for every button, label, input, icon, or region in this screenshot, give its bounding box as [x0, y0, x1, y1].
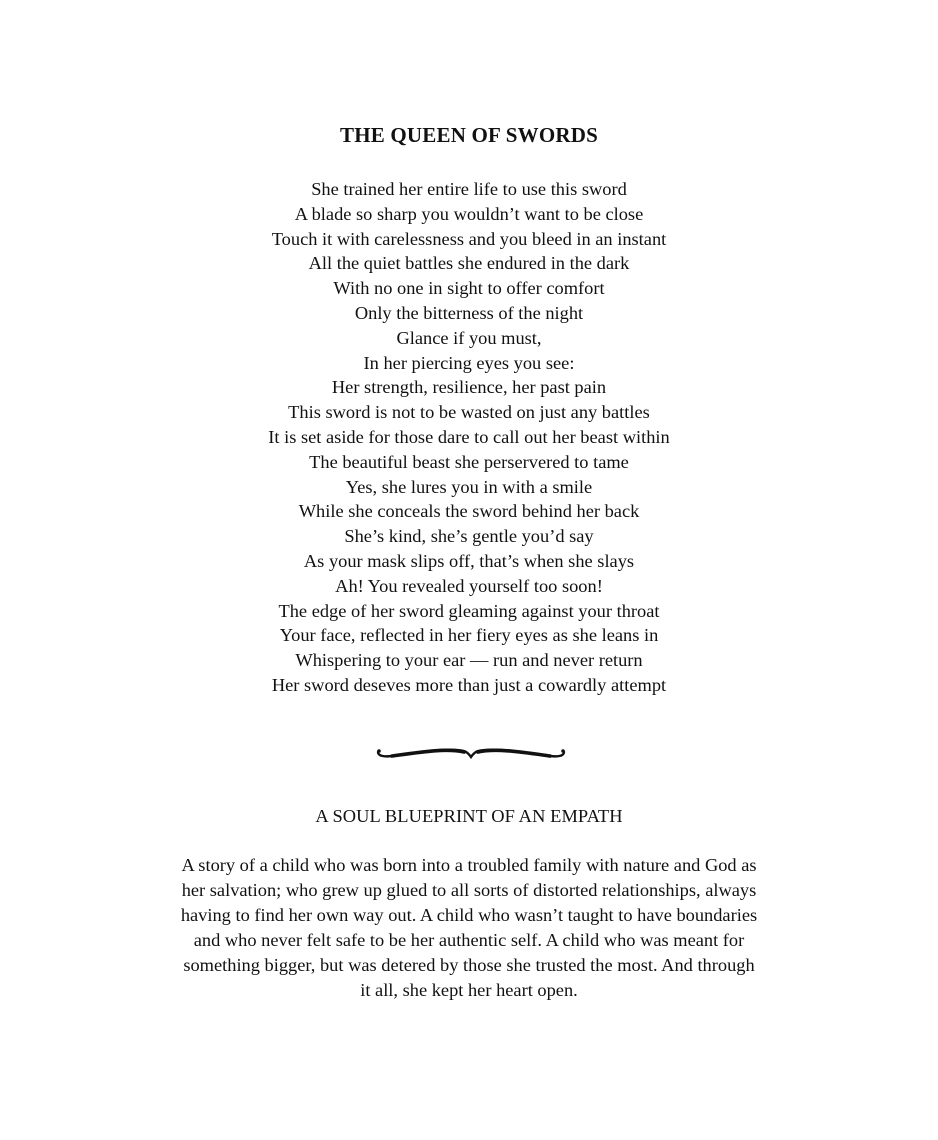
- poem-title: THE QUEEN OF SWORDS: [340, 123, 598, 147]
- poem-line: It is set aside for those dare to call out her beast within: [268, 426, 670, 447]
- poem-line: She trained her entire life to use this sword: [311, 179, 627, 199]
- flourish-divider-icon: [376, 744, 566, 764]
- blurb-line: something bigger, but was detered by those she trusted the most. And through: [183, 954, 755, 975]
- poem-line: The edge of her sword gleaming against your throat: [278, 600, 660, 621]
- blurb-line: A story of a child who was born into a troubled family with nature and God as: [181, 855, 757, 875]
- poem-line: Only the bitterness of the night: [354, 302, 584, 323]
- blurb-title: A SOUL BLUEPRINT OF AN EMPATH: [315, 806, 623, 826]
- poem-line: In her piercing eyes you see:: [363, 352, 575, 373]
- poem-line: A blade so sharp you wouldn’t want to be close: [294, 203, 644, 224]
- blurb-line: it all, she kept her heart open.: [360, 979, 578, 1000]
- poem-line: Yes, she lures you in with a smile: [345, 476, 593, 497]
- poem-line: Your face, reflected in her fiery eyes as she leans in: [279, 625, 659, 646]
- poem-line: Her strength, resilience, her past pain: [331, 377, 607, 398]
- poem-line: While she conceals the sword behind her back: [298, 501, 640, 522]
- poem-line: As your mask slips off, that’s when she slays: [303, 550, 635, 571]
- poem-line: The beautiful beast she perservered to tame: [309, 451, 629, 472]
- poem-line: Glance if you must,: [396, 327, 542, 348]
- poem-line: She’s kind, she’s gentle you’d say: [344, 526, 594, 547]
- poem-line: With no one in sight to offer comfort: [333, 278, 605, 299]
- blurb-line: and who never felt safe to be her authentic self. A child who was meant for: [193, 929, 745, 950]
- poem-line: Her sword deseves more than just a cowardly attempt: [271, 674, 667, 695]
- poem-body: [0, 177, 938, 698]
- blurb-line: having to find her own way out. A child who wasn’t taught to have boundaries: [180, 904, 758, 925]
- poem-line: Ah! You revealed yourself too soon!: [335, 575, 603, 596]
- poem-line: Touch it with carelessness and you bleed in an instant: [271, 228, 667, 249]
- poem-line: This sword is not to be wasted on just any battles: [288, 402, 650, 423]
- poem-line: All the quiet battles she endured in the dark: [308, 253, 630, 274]
- blurb-line: her salvation; who grew up glued to all sorts of distorted relationships, always: [181, 879, 757, 900]
- poem-line: Whispering to your ear — run and never return: [295, 650, 643, 671]
- blurb-body: [0, 853, 938, 1002]
